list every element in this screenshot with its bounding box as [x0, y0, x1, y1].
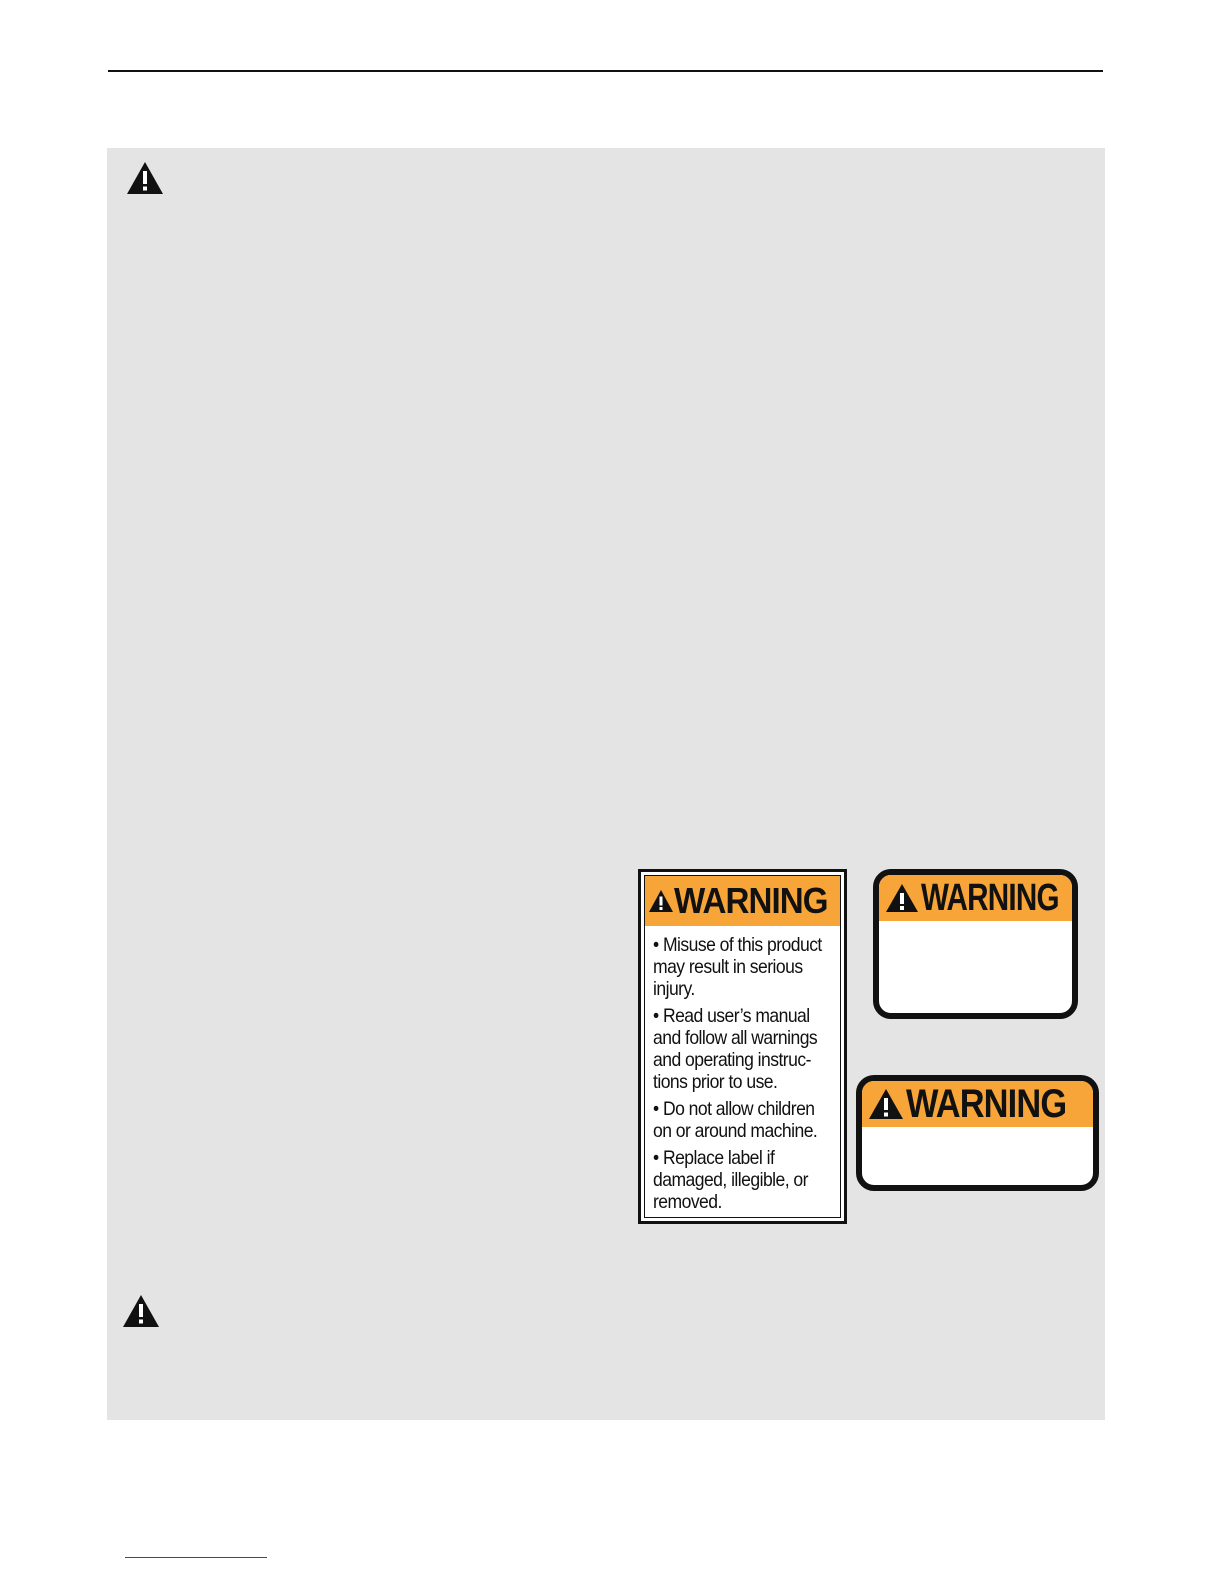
- bullet-line: • Read user’s manual: [653, 1005, 810, 1027]
- label-bullet-4: [653, 1147, 842, 1213]
- label-header: [645, 876, 840, 926]
- warning-triangle-icon: [648, 889, 674, 913]
- bullet-line: • Replace label if: [653, 1147, 775, 1169]
- bullet-line: removed.: [653, 1191, 722, 1213]
- warning-label-main: [638, 869, 847, 1224]
- footer-link-underline[interactable]: [125, 1557, 267, 1558]
- label-header-text: WARNING: [674, 880, 828, 921]
- label-header: [879, 875, 1072, 921]
- bullet-line: on or around machine.: [653, 1120, 818, 1142]
- bullet-line: and operating instruc-: [653, 1049, 811, 1071]
- label-bullet-2: [653, 1005, 842, 1093]
- warning-triangle-icon: [122, 1294, 160, 1328]
- bullet-line: • Misuse of this product: [653, 934, 822, 956]
- header-rule: [108, 70, 1103, 72]
- warning-triangle-icon: [126, 161, 164, 195]
- bullet-line: damaged, illegible, or: [653, 1169, 808, 1191]
- label-header-text: WARNING: [906, 1081, 1067, 1126]
- label-header: [862, 1081, 1093, 1127]
- bullet-line: injury.: [653, 978, 695, 1000]
- bullet-line: tions prior to use.: [653, 1071, 778, 1093]
- warning-triangle-icon: [868, 1088, 904, 1120]
- warning-triangle-icon: [885, 883, 919, 913]
- bullet-line: and follow all warnings: [653, 1027, 818, 1049]
- label-header-text: WARNING: [921, 876, 1059, 919]
- safety-precautions-panel: [107, 148, 1105, 1420]
- bullet-line: • Do not allow children: [653, 1098, 815, 1120]
- label-bullet-3: [653, 1098, 842, 1142]
- warning-label-small-b: [856, 1075, 1099, 1191]
- warning-label-small-a: [873, 869, 1078, 1019]
- label-body: [653, 934, 843, 1218]
- bullet-line: may result in serious: [653, 956, 803, 978]
- label-bullet-1: [653, 934, 842, 1000]
